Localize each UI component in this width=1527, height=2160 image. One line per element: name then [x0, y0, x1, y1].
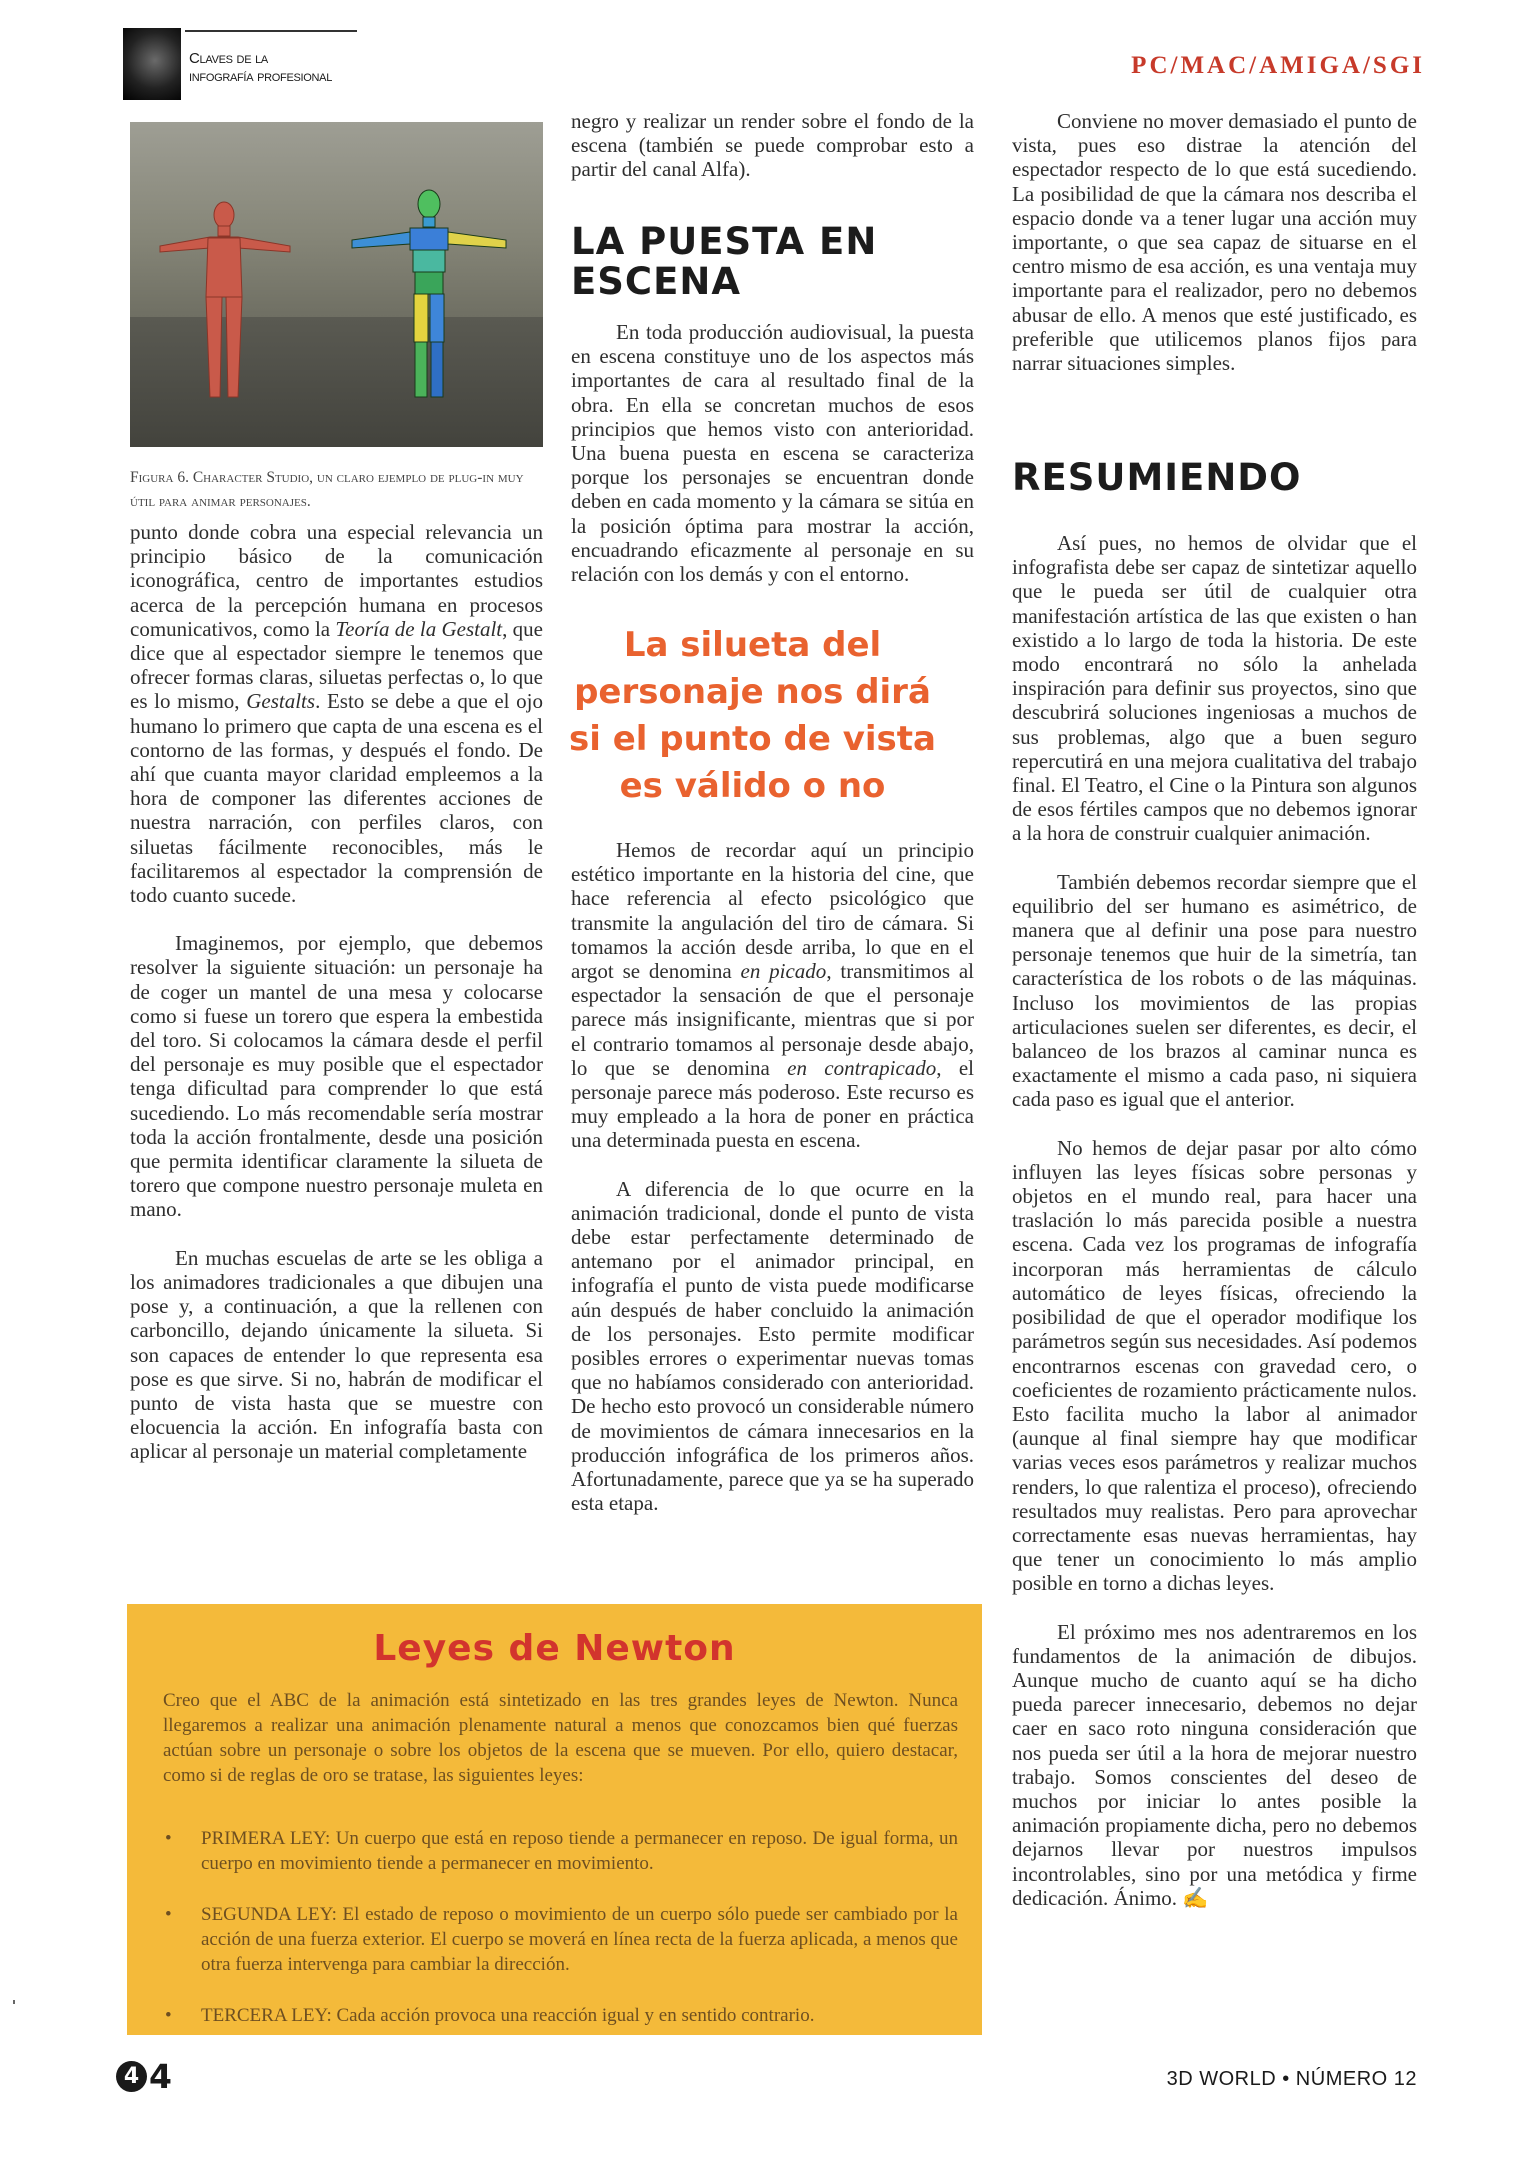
law-name: TERCERA LEY:	[201, 2005, 332, 2026]
magazine-issue: 3D WORLD • NÚMERO 12	[1166, 2068, 1417, 2090]
column-3-body	[1012, 531, 1417, 1910]
newton-laws-box	[127, 1604, 982, 2035]
col3-paragraph-4	[1012, 1620, 1417, 1910]
column-1	[130, 520, 543, 1464]
newton-law-1	[163, 1826, 958, 1876]
end-mark-icon: ✍	[1182, 1885, 1209, 1910]
pull-quote: La silueta del personaje nos dirá si el punto de vista es válido o no	[569, 625, 936, 806]
newton-laws-list	[163, 1826, 958, 2054]
page-number	[116, 2057, 172, 2096]
section-title-line1: Claves de la	[189, 50, 268, 67]
platforms-label: PC/MAC/AMIGA/SGI	[1131, 52, 1425, 79]
heading-resumiendo: RESUMIENDO	[1012, 456, 1302, 499]
column-2-bottom	[571, 838, 974, 1515]
column-2-mid	[571, 320, 974, 586]
logo-rule	[185, 30, 357, 32]
newton-law-3	[163, 2003, 958, 2028]
bullet-icon: •	[165, 1828, 172, 1849]
section-logo-image	[123, 28, 181, 100]
col2-p2-italic-2: en contrapicado	[787, 1055, 937, 1080]
red-character	[160, 202, 290, 397]
figure-image	[130, 122, 543, 447]
section-title-line2: infografía profesional	[189, 68, 333, 85]
col2-paragraph-0: negro y realizar un render sobre el fondo de la escena (también se puede comprobar esto a partir del canal Alfa).	[571, 109, 974, 182]
col2-p2-b: , transmitimos al espectador la sensación de que el personaje parece más insignificante, mientras que si por el contrario tomamos al personaje desde abajo, lo que se denomina	[571, 959, 975, 1080]
bullet-icon: •	[165, 1904, 172, 1925]
law-name: SEGUNDA LEY:	[201, 1904, 337, 1925]
law-text: El estado de reposo o movimiento de un cuerpo sólo puede ser cambiado por la acción de una fuerza exterior. El cuerpo se moverá en línea recta de la fuerza aplicada, a menos que otra fuerza intervenga para cambiar la dirección.	[201, 1904, 958, 1975]
col3-paragraph-0: Conviene no mover demasiado el punto de vista, pues eso distrae la atención del espectador respecto de lo que está sucediendo. La posibilidad de que la cámara nos describa el espacio donde va a tener lugar una acción muy importante, o que sea capaz de situarse en el centro mismo de esa acción, es una ventaja muy importante para el realizador, pero no debemos abusar de ello. A menos que esté justificado, es preferible que utilicemos planos fijos para narrar situaciones simples.	[1012, 109, 1417, 376]
col3-paragraph-3: No hemos de dejar pasar por alto cómo influyen las leyes físicas sobre personas y objetos en el mundo real, para hacer una traslación lo más parecida posible a nuestra escena. Cada vez los programas de infografía incorporan más herramientas de cálculo automático de leyes físicas, ofreciendo la posibilidad de que el operador modifique los parámetros según sus necesidades. Así podemos encontrarnos escenas con gravedad cero, o coeficientes de rozamiento prácticamente nulos. Esto facilita mucho la labor al animador (aunque al final siempre hay que modificar varias veces esos parámetros y realizar muchos renders, lo que ralentiza el proceso), ofreciendo resultados muy realistas. Pero para aprovechar correctamente esas nuevas herramientas, hay que tener un conocimiento lo más amplio posible en torno a dichas leyes.	[1012, 1135, 1417, 1596]
col2-paragraph-2	[571, 838, 974, 1153]
col3-p4-text: El próximo mes nos adentraremos en los fundamentos de la animación de dibujos. Aunque mucho de cuanto aquí se ha dicho pueda parecer innecesario, debemos no dejar caer en saco roto ninguna consideración que nos pueda ser útil a la hora de mejorar nuestro trabajo. Somos conscientes del deseo de muchos por iniciar lo antes posible la animación propiamente dicha, pero no debemos dejarnos llevar por nuestros impulsos incontrolables, sino por una metódica y firme dedicación. Ánimo.	[1012, 1619, 1417, 1910]
col1-paragraph-1	[130, 520, 543, 907]
page-number-circled-digit: 4	[116, 2061, 147, 2092]
column-3-top	[1012, 109, 1417, 375]
col1-p1-italic-2: Gestalts	[246, 689, 316, 714]
col1-p1-b: , que dice que al espectador siempre le tenemos que ofrecer formas claras, siluetas perfectas o, lo que es lo mismo,	[130, 616, 543, 714]
col3-paragraph-2: También debemos recordar siempre que el equilibrio del ser humano es asimétrico, de manera que al definir una pose para nuestro personaje tenemos que huir de la simetría, tan característica de los robots o de las máquinas. Incluso los movimientos de las propias articulaciones suelen ser diferentes, es decir, el balanceo de los brazos al caminar nunca es exactamente el mismo a cada paso, ni siquiera cada paso es igual que el anterior.	[1012, 869, 1417, 1112]
col2-paragraph-1: En toda producción audiovisual, la puesta en escena constituye uno de los aspectos más importantes de cara al resultado final de la obra. En ella se concretan muchos de esos principios que hemos visto con anterioridad. Una buena puesta en escena se caracteriza porque los personajes se encuentran donde deben en cada momento y la cámara se sitúa en la posición óptima para mostrar la acción, encuadrando eficazmente al personaje en su relación con los demás y con el entorno.	[571, 320, 974, 587]
col1-p1-a: punto donde cobra una especial relevancia un principio básico de la comunicación iconográfica, centro de importantes estudios acerca de la percepción humana en procesos comunicativos, como la	[130, 520, 543, 641]
law-text: Cada acción provoca una reacción igual y en sentido contrario.	[331, 2005, 815, 2026]
col1-paragraph-3: En muchas escuelas de arte se les obliga a los animadores tradicionales a que dibujen una pose y, a continuación, a que la rellenen con carboncillo, dejando únicamente la silueta. Si son capaces de entender lo que representa esa pose es que sirve. Si no, habrán de modificar el punto de vista hasta que se muestre con elocuencia la acción. En infografía basta con aplicar al personaje un material completamente	[130, 1245, 543, 1464]
character-figures	[130, 122, 543, 447]
bullet-icon: •	[165, 2005, 172, 2026]
page-number-digit: 4	[149, 2057, 172, 2096]
segmented-character	[352, 190, 506, 397]
column-2-top	[571, 109, 974, 182]
law-text: Un cuerpo que está en reposo tiende a permanecer en reposo. De igual forma, un cuerpo en movimiento tiende a permanecer en movimiento.	[201, 1828, 958, 1874]
col2-p2-c: , el personaje parece más poderoso. Este recurso es muy empleado a la hora de poner en práctica una determinada puesta en escena.	[571, 1055, 974, 1153]
newton-title: Leyes de Newton	[373, 1628, 736, 1669]
section-title	[189, 50, 332, 86]
newton-law-2	[163, 1902, 958, 1977]
figure-caption: Figura 6. Character Studio, un claro ejemplo de plug-in muy útil para animar personajes.	[130, 469, 524, 510]
law-name: PRIMERA LEY:	[201, 1828, 331, 1849]
col2-paragraph-3: A diferencia de lo que ocurre en la animación tradicional, donde el punto de vista debe estar perfectamente determinado de antemano por el animador principal, en infografía el punto de vista puede modificarse aún después de haber concluido la animación de los personajes. Esto permite modificar posibles errores o experimentar nuevas tomas que no habíamos considerado con anterioridad. De hecho esto provocó un considerable número de movimientos de cámara innecesarios en la producción infográfica de los primeros años. Afortunadamente, parece que ya se ha superado esta etapa.	[571, 1176, 974, 1516]
col1-paragraph-2: Imaginemos, por ejemplo, que debemos resolver la siguiente situación: un personaje ha de coger un mantel de una mesa y colocarse como si fuese un torero que espera la embestida del toro. Si colocamos la cámara desde el perfil del personaje es muy posible que el espectador tenga dificultad para comprender lo que está sucediendo. Lo más recomendable sería mostrar toda la acción frontalmente, desde una posición que permita identificar claramente la silueta de torero que compone nuestro personaje muleta en mano.	[130, 931, 543, 1222]
newton-intro: Creo que el ABC de la animación está sintetizado en las tres grandes leyes de Newton. Nunca llegaremos a realizar una animación plenamente natural a menos que conozcamos bien qué fuerzas actúan sobre un personaje o sobre los objetos de la escena que se mueven. Por ello, quiero destacar, como si de reglas de oro se tratase, las siguientes leyes:	[163, 1690, 958, 1786]
col3-paragraph-1: Así pues, no hemos de olvidar que el infografista debe ser capaz de sintetizar aquello que le pueda ser útil de cualquier otra manifestación artística de las que existen o han existido a lo largo de toda la historia. De este modo encontrará no sólo la anhelada inspiración para definir sus proyectos, sino que descubrirá soluciones ingeniosas a muchos de sus problemas, algo que a buen seguro repercutirá en una mejora cualitativa del trabajo final. El Teatro, el Cine o la Pintura son algunos de esos fértiles campos que no debemos ignorar a la hora de construir cualquier animación.	[1012, 531, 1417, 846]
section-logo	[123, 28, 358, 100]
col2-p2-a: Hemos de recordar aquí un principio estético importante en la historia del cine, que hace referencia al efecto psicológico que transmite la angulación del tiro de cámara. Si tomamos la acción desde arriba, lo que en el argot se denomina	[571, 838, 974, 984]
col2-p2-italic-1: en picado	[740, 959, 827, 984]
margin-mark	[13, 2000, 15, 2004]
col1-p1-italic-1: Teoría de la Gestalt	[335, 616, 503, 641]
heading-puesta-en-escena: LA PUESTA EN ESCENA	[571, 220, 878, 303]
col1-p1-c: . Esto se debe a que el ojo humano lo primero que capta de una escena es el contorno de las formas, y después el fondo. De ahí que cuanta mayor claridad empleemos a la hora de componer las diferentes acciones de nuestra narración, con perfiles claros, con siluetas fácilmente reconocibles, más le facilitaremos al espectador la comprensión de todo cuanto sucede.	[130, 689, 543, 908]
